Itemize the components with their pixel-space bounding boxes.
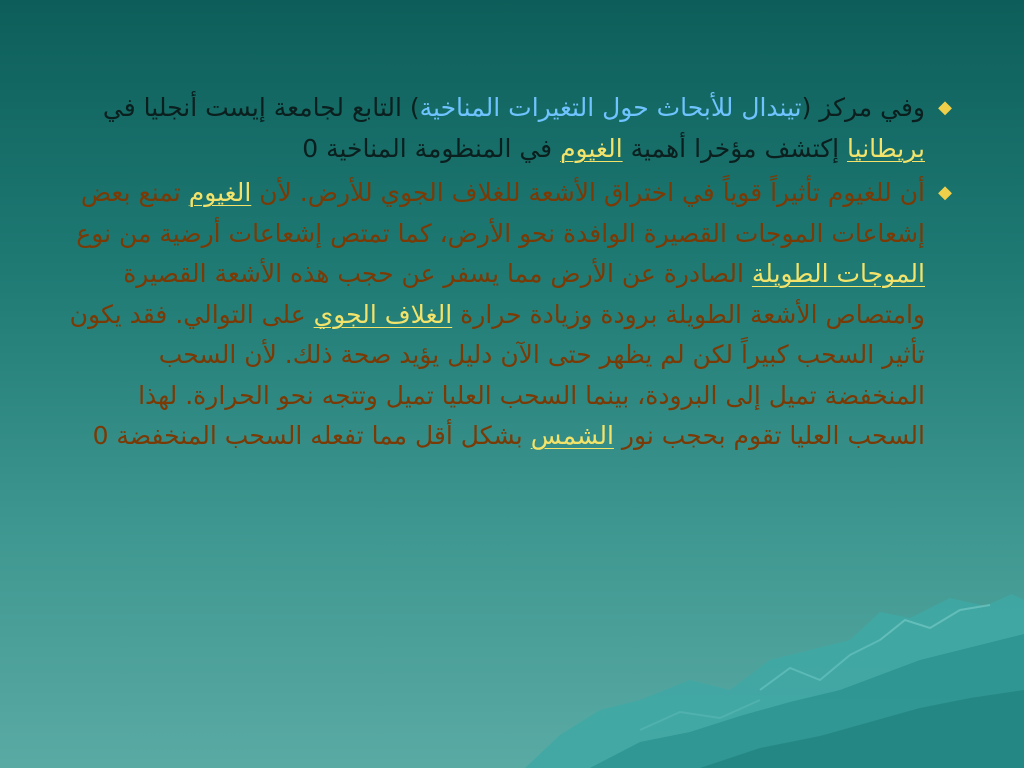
text-segment: إكتشف مؤخرا أهمية bbox=[622, 133, 848, 163]
text-segment: على التوالي. فقد يكون تأثير السحب كبيراً لكن لم يظهر حتى الآن دليل يؤيد صحة ذلك. لأن السحب المنخفضة تميل إلى البرودة، بينما السحب العليا تميل وتتجه نحو الحرارة. لهذا السحب العليا تقوم بحجب نور bbox=[69, 299, 925, 450]
hyperlink-britain[interactable]: بريطانيا bbox=[847, 133, 925, 163]
hyperlink-clouds[interactable]: الغيوم bbox=[188, 178, 252, 207]
highlighted-text: تيندال للأبحاث حول التغيرات المناخية bbox=[419, 93, 802, 122]
text-segment: الصادرة عن الأرض مما يسفر عن حجب هذه الأشعة القصيرة وامتصاص الأشعة الطويلة برودة وزيادة حرارة bbox=[123, 259, 925, 329]
paragraph-text-1 bbox=[60, 88, 925, 169]
text-segment: أن للغيوم تأثيراً قوياً في اختراق الأشعة للغلاف الجوي للأرض. لأن bbox=[251, 178, 925, 207]
text-segment: في المنظومة المناخية 0 bbox=[302, 133, 561, 163]
text-segment: وفي مركز ( bbox=[801, 93, 925, 122]
bullet-item-1 bbox=[60, 88, 965, 169]
diamond-bullet-icon: ◆ bbox=[938, 182, 952, 203]
paragraph-text-2 bbox=[60, 173, 925, 457]
bullet-item-2 bbox=[60, 173, 965, 457]
text-segment: ) التابع لجامعة إيست أنجليا في bbox=[102, 93, 420, 122]
hyperlink-long-waves[interactable]: الموجات الطويلة bbox=[751, 259, 925, 288]
diamond-bullet-icon: ◆ bbox=[938, 97, 952, 118]
text-segment: بشكل أقل مما تفعله السحب المنخفضة 0 bbox=[92, 421, 531, 450]
hyperlink-clouds[interactable]: الغيوم bbox=[560, 133, 623, 163]
text-segment: تمنع بعض إشعاعات الموجات القصيرة الوافدة نحو الأرض، كما تمتص إشعاعات أرضية من نوع bbox=[76, 178, 925, 248]
hyperlink-sun[interactable]: الشمس bbox=[530, 421, 614, 450]
hyperlink-atmosphere[interactable]: الغلاف الجوي bbox=[313, 299, 453, 329]
bullet-list bbox=[60, 88, 965, 461]
